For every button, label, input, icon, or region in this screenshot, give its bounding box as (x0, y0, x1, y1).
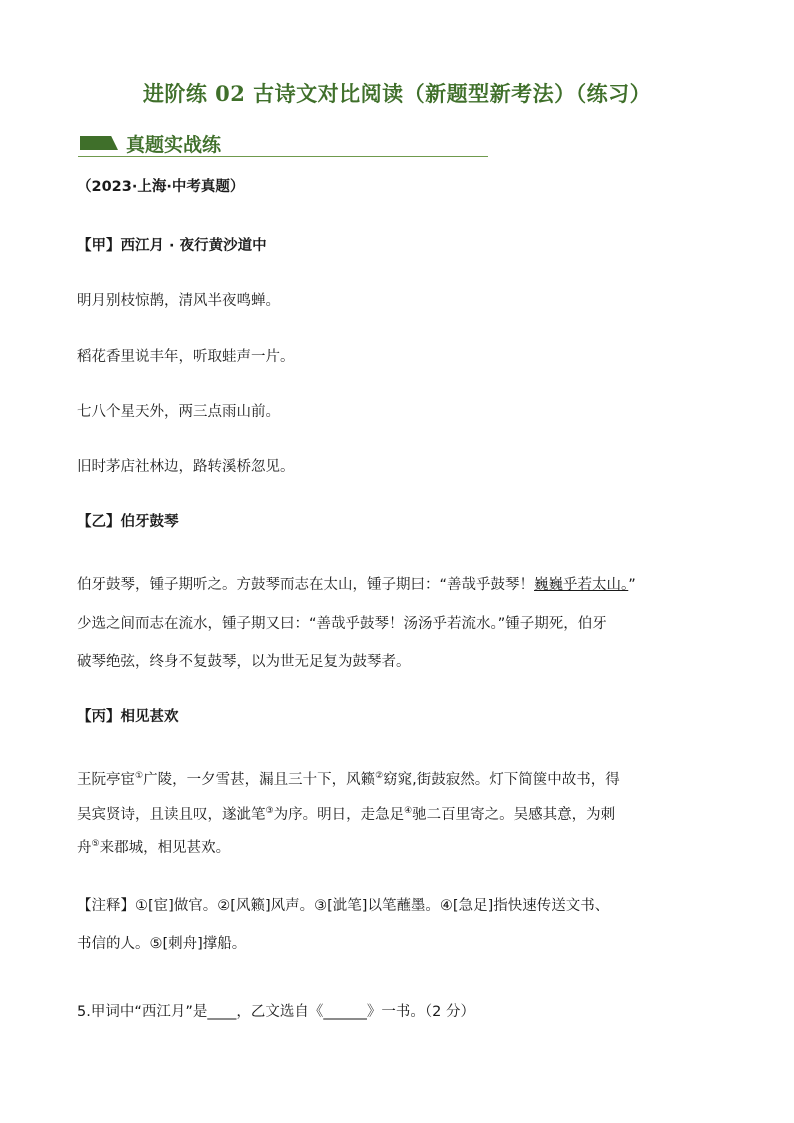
yi-text: 伯牙鼓琴，锺子期听之。方鼓琴而志在太山，锺子期曰：“善哉乎鼓琴！ (77, 577, 535, 593)
bing-text: 吴宾贤诗，且读且叹，遂泚笔 (77, 806, 266, 823)
source-label: （2023·上海·中考真题） (77, 179, 245, 195)
question-5: 5.甲词中“西江月”是____，乙文选自《______》一书。（2 分） (77, 1004, 475, 1020)
note-marker: ④ (404, 806, 413, 816)
note-marker: ⑤ (91, 839, 100, 849)
yi-text: ” (628, 577, 636, 593)
bing-text: 王阮亭宦 (77, 771, 135, 788)
section-divider (78, 156, 488, 157)
bing-heading: 【丙】相见甚欢 (77, 709, 179, 725)
bing-text: 广陵，一夕雪甚，漏且三十下，风籁 (143, 771, 376, 788)
bing-line (77, 834, 230, 858)
bing-line (77, 766, 620, 790)
notes-line: 【注释】①[宦]做官。②[风籁]风声。③[泚笔]以笔蘸墨。④[急足]指快速传送文书、 (77, 898, 610, 914)
bing-text: 来郡城，相见甚欢。 (99, 839, 231, 856)
yi-underlined-text: 巍巍乎若太山。 (534, 577, 629, 593)
bing-text: 为序。明日，走急足 (273, 806, 405, 823)
note-marker: ① (135, 771, 144, 781)
jia-line: 明月别枝惊鹊，清风半夜鸣蝉。 (77, 293, 280, 309)
section-header (78, 128, 488, 158)
jia-line: 稻花香里说丰年，听取蛙声一片。 (77, 349, 295, 365)
yi-line: 少选之间而志在流水，锺子期又曰：“善哉乎鼓琴！汤汤乎若流水。”锺子期死，伯牙 (77, 616, 607, 632)
bing-text: 窈窕,街鼓寂然。灯下简箧中故书，得 (383, 771, 620, 788)
jia-line: 七八个星天外，两三点雨山前。 (77, 404, 280, 420)
notes-line: 书信的人。⑤[刺舟]撑船。 (77, 936, 247, 952)
jia-line: 旧时茅店社林边，路转溪桥忽见。 (77, 459, 295, 475)
page-title: 进阶练 02 古诗文对比阅读（新题型新考法）（练习） (142, 81, 652, 106)
note-marker: ② (375, 771, 384, 781)
bing-line (77, 801, 615, 825)
bing-text: 舟 (77, 839, 92, 856)
yi-line: 破琴绝弦，终身不复鼓琴，以为世无足复为鼓琴者。 (77, 654, 411, 670)
yi-heading: 【乙】伯牙鼓琴 (77, 514, 179, 530)
note-marker: ③ (265, 806, 274, 816)
section-bar-icon (80, 136, 118, 150)
jia-heading: 【甲】西江月 · 夜行黄沙道中 (77, 238, 267, 254)
yi-line (77, 575, 636, 595)
section-label: 真题实战练 (126, 134, 222, 156)
bing-text: 驰二百里寄之。吴感其意，为刺 (412, 806, 616, 823)
